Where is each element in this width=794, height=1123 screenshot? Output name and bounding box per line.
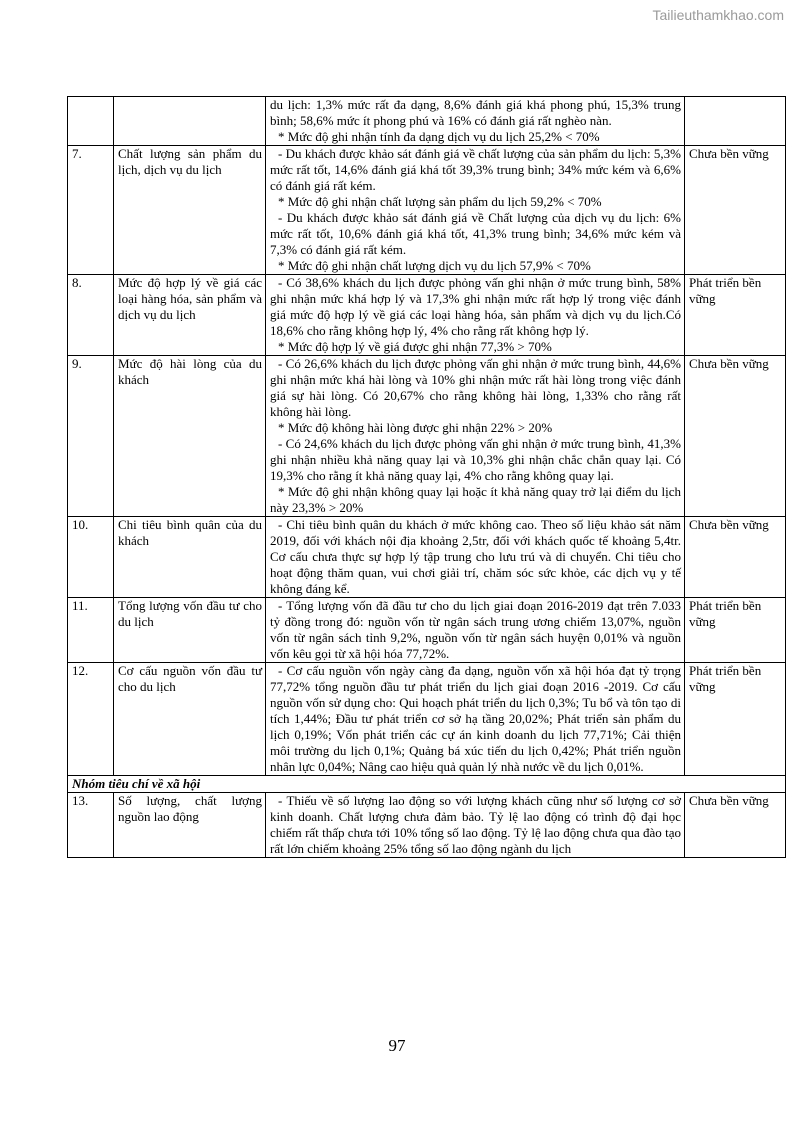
criterion-description	[266, 793, 685, 858]
description-paragraph: * Mức độ ghi nhận tính đa dạng dịch vụ du lịch 25,2% < 70%	[278, 129, 600, 144]
description-paragraph: * Mức độ không hài lòng được ghi nhận 22% > 20%	[278, 420, 553, 435]
description-paragraph: - Tổng lượng vốn đã đầu tư cho du lịch giai đoạn 2016-2019 đạt trên 7.033 tỷ đồng trong đó: nguồn vốn từ ngân sách trung ương chiếm 13,07%, nguồn vốn từ ngân sách tỉnh 9,2%, nguồn vốn từ ngân sách huyện 0,01% và nguồn vốn kêu gọi từ xã hội hóa 77,72%.	[270, 598, 681, 661]
criterion-description	[266, 146, 685, 275]
criterion-name: Chi tiêu bình quân của du khách	[114, 517, 266, 598]
row-number: 9.	[68, 356, 114, 517]
assessment	[685, 97, 786, 146]
table-row	[68, 356, 786, 517]
description-paragraph: - Du khách được khảo sát đánh giá về Chất lượng của dịch vụ du lịch: 6% mức rất tốt, 10,6% đánh giá khá tốt, 41,3% trung bình; 34,6% mức kém và 7,3% có đánh giá rất kém.	[270, 210, 681, 257]
row-number: 12.	[68, 663, 114, 776]
criterion-description	[266, 97, 685, 146]
description-paragraph: - Có 24,6% khách du lịch được phỏng vấn ghi nhận ở mức trung bình, 41,3% ghi nhận nhiều khả năng quay lại và 10,3% ghi nhận chắc chắn quay lại. Có 19,3% cho rằng ít khả năng quay lại, 4% cho rằng không quay lại.	[270, 436, 681, 483]
criterion-name: Chất lượng sản phẩm du lịch, dịch vụ du lịch	[114, 146, 266, 275]
criterion-name	[114, 97, 266, 146]
table-row	[68, 275, 786, 356]
criterion-name: Tổng lượng vốn đầu tư cho du lịch	[114, 598, 266, 663]
row-number: 11.	[68, 598, 114, 663]
description-paragraph: - Có 38,6% khách du lịch được phỏng vấn ghi nhận ở mức trung bình, 58% ghi nhận mức khá hợp lý và 17,3% ghi nhận mức rất hợp lý trong việc đánh giá mức độ hợp lý về giá các loại hàng hóa, sản phẩm và dịch vụ du lịch.Có 18,6% cho rằng không hợp lý, 4% cho rằng rất không hợp lý.	[270, 275, 681, 338]
description-paragraph: - Cơ cấu nguồn vốn ngày càng đa dạng, nguồn vốn xã hội hóa đạt tỷ trọng 77,72% tổng nguồn đầu tư phát triển du lịch giai đoạn 2016 -2019. Cơ cấu nguồn vốn sử dụng cho: Qui hoạch phát triển du lịch 0,3%; Tu bổ và tôn tạo di tích 1,44%; Đầu tư phát triển cơ sở hạ tầng 20,02%; Phát triển sản phẩm du lịch 0,19%; Vốn phát triển các cự án kinh doanh du lịch 77,71%; Cải thiện môi trường du lịch 0,1%; Quảng bá xúc tiến du lịch 0,42%; Phát triển nguồn nhân lực 0,04%; Nâng cao hiệu quả quản lý nhà nước về du lịch 0,01%.	[270, 663, 681, 774]
assessment: Phát triển bền vững	[685, 663, 786, 776]
assessment: Chưa bền vững	[685, 356, 786, 517]
table-row	[68, 146, 786, 275]
criterion-name: Cơ cấu nguồn vốn đầu tư cho du lịch	[114, 663, 266, 776]
description-paragraph: - Thiếu về số lượng lao động so với lượng khách cũng như số lượng cơ sở kinh doanh. Chất lượng chưa đảm bảo. Tỷ lệ lao động có trình độ đại học chiếm rất thấp chưa tới 10% tổng số lao động. Tỷ lệ lao động chưa qua đào tạo rất lớn chiếm khoảng 25% tổng số lao động ngành du lịch	[270, 793, 681, 856]
page-number: 97	[388, 1036, 406, 1055]
criterion-name: Số lượng, chất lượng nguồn lao động	[114, 793, 266, 858]
criterion-description	[266, 598, 685, 663]
assessment: Phát triển bền vững	[685, 598, 786, 663]
description-paragraph: * Mức độ ghi nhận không quay lại hoặc ít khả năng quay trở lại điểm du lịch này 23,3% > 20%	[270, 484, 681, 515]
assessment: Phát triển bền vững	[685, 275, 786, 356]
watermark: Tailieuthamkhao.com	[652, 7, 784, 23]
assessment: Chưa bền vững	[685, 146, 786, 275]
table-row	[68, 97, 786, 146]
criterion-name: Mức độ hợp lý về giá các loại hàng hóa, sản phẩm và dịch vụ du lịch	[114, 275, 266, 356]
description-paragraph: * Mức độ ghi nhận chất lượng sản phẩm du lịch 59,2% < 70%	[278, 194, 602, 209]
group-heading-row	[68, 776, 786, 793]
row-number: 13.	[68, 793, 114, 858]
description-paragraph: - Có 26,6% khách du lịch được phỏng vấn ghi nhận ở mức trung bình, 44,6% ghi nhận mức khá hài lòng và 10% ghi nhận mức rất hài lòng trong việc đánh giá sự hài lòng. Có 20,67% cho rằng không hài lòng, 1,33% cho rằng rất không hài lòng.	[270, 356, 681, 419]
row-number: 7.	[68, 146, 114, 275]
description-paragraph: du lịch: 1,3% mức rất đa dạng, 8,6% đánh giá khá phong phú, 15,3% trung bình; 58,6% mức ít phong phú và 16% có đánh giá rất nghèo nàn.	[270, 97, 681, 128]
assessment: Chưa bền vững	[685, 517, 786, 598]
table-row	[68, 517, 786, 598]
row-number: 10.	[68, 517, 114, 598]
table-row	[68, 793, 786, 858]
criterion-description	[266, 275, 685, 356]
row-number: 8.	[68, 275, 114, 356]
criterion-description	[266, 517, 685, 598]
criteria-table	[67, 96, 786, 858]
description-paragraph: - Du khách được khảo sát đánh giá về chất lượng của sản phẩm du lịch: 5,3% mức rất tốt, 14,6% đánh giá khá tốt 39,3% trung bình; 34% mức kém và 6,6% có đánh giá rất kém.	[270, 146, 681, 193]
row-number	[68, 97, 114, 146]
assessment: Chưa bền vững	[685, 793, 786, 858]
table-row	[68, 598, 786, 663]
criterion-name: Mức độ hài lòng của du khách	[114, 356, 266, 517]
group-heading: Nhóm tiêu chí về xã hội	[68, 776, 786, 793]
description-paragraph: * Mức độ ghi nhận chất lượng dịch vụ du lịch 57,9% < 70%	[278, 258, 591, 273]
description-paragraph: - Chi tiêu bình quân du khách ở mức không cao. Theo số liệu khảo sát năm 2019, đối với khách nội địa khoảng 2,5tr, đối với khách quốc tế khoảng 5,4tr. Cơ cấu chưa thực sự hợp lý tập trung cho lưu trú và di chuyển. Chi tiêu cho hoạt động thăm quan, vui chơi giải trí, chăm sóc sức khỏe, các dịch vụ y tế không đáng kể.	[270, 517, 681, 596]
criterion-description	[266, 356, 685, 517]
table-row	[68, 663, 786, 776]
description-paragraph: * Mức độ hợp lý về giá được ghi nhận 77,3% > 70%	[278, 339, 552, 354]
criterion-description	[266, 663, 685, 776]
